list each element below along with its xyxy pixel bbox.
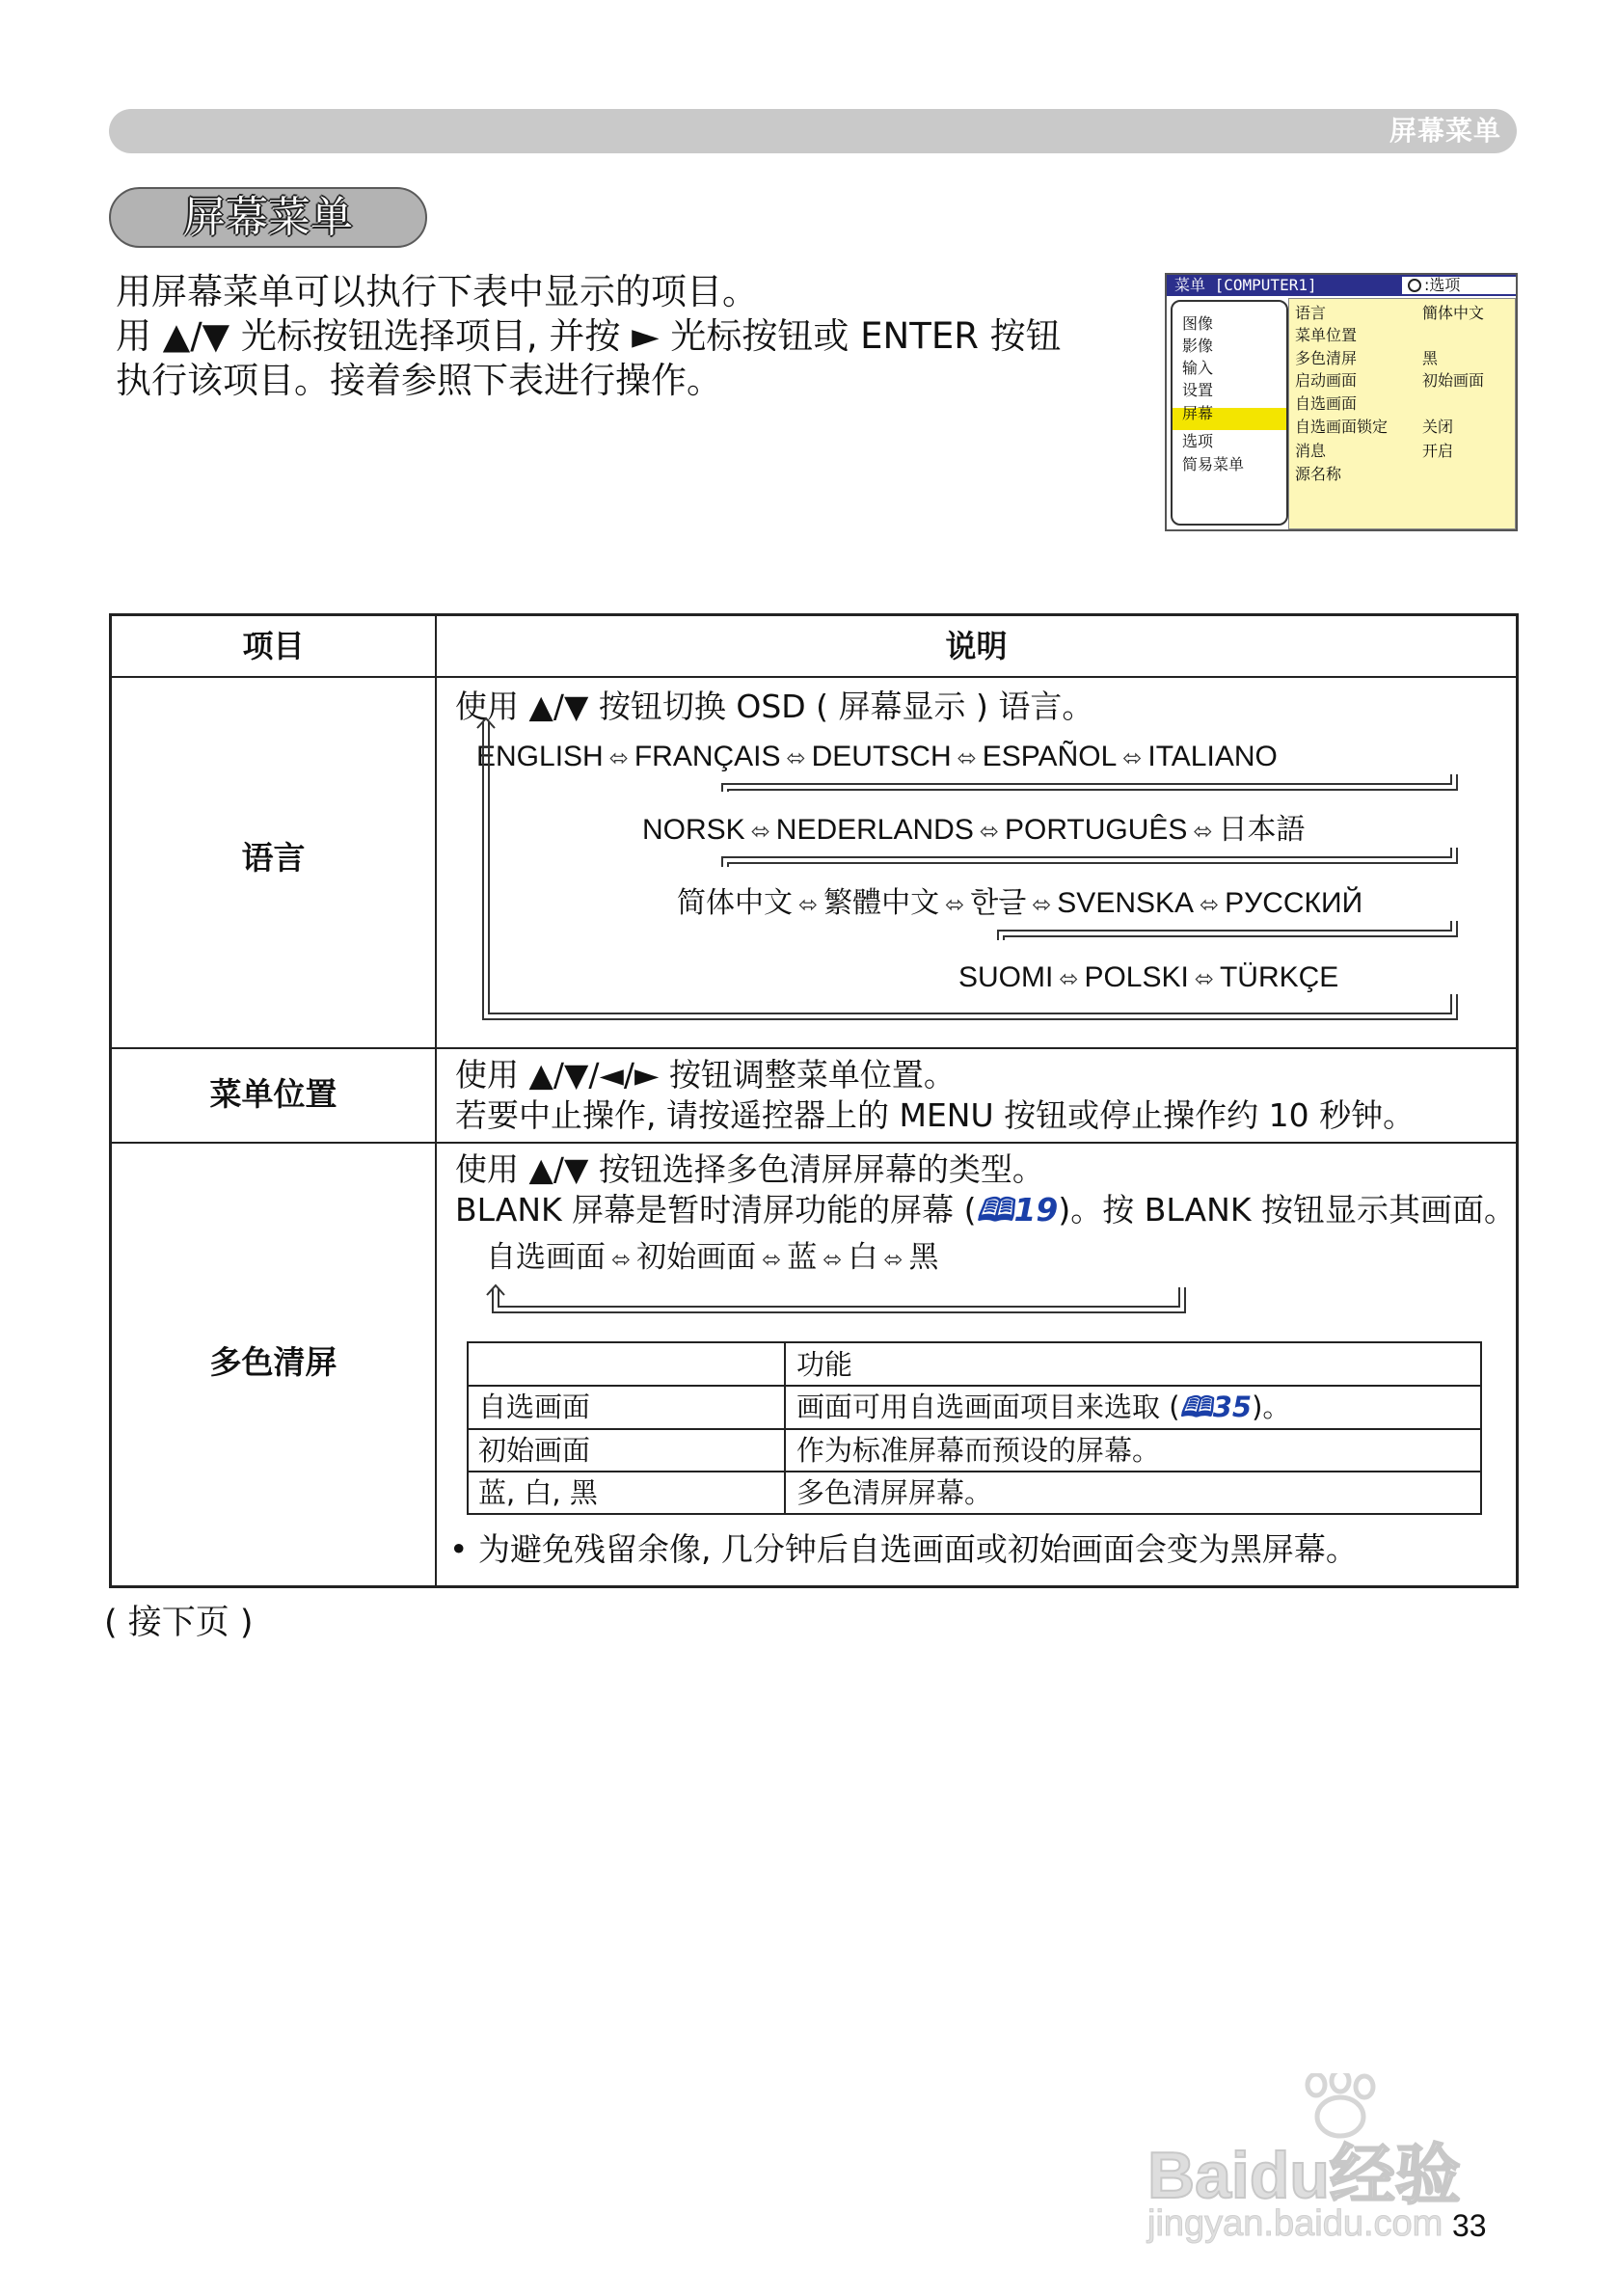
menu-position-line-1: 使用 ▲/▼/◄/► 按钮调整菜单位置。 [455, 1056, 956, 1094]
osd-title: 菜单 [COMPUTER1] [1174, 276, 1317, 294]
osd-sub-item[interactable]: 语言 [1295, 304, 1327, 322]
cycle-arrow-icon: ⬄ [979, 819, 999, 845]
osd-sub-item[interactable]: 源名称 [1295, 465, 1342, 483]
inner-row-function-text: 画面可用自选画面项目来选取 ( [796, 1391, 1180, 1423]
section-title: 屏幕菜单 [183, 193, 353, 242]
inner-row-function: 多色清屏屏幕。 [796, 1476, 993, 1509]
cycle-arrow-icon: ⬄ [957, 745, 977, 771]
cycle-arrow-icon: ⬄ [945, 892, 965, 918]
watermark-brand: Baidu经验 [1147, 2139, 1461, 2212]
header-section-tag: 屏幕菜单 [1389, 115, 1501, 147]
osd-menu-item[interactable]: 输入 [1182, 359, 1214, 377]
continued-note: ( 接下页 ) [104, 1604, 254, 1642]
section-title-pill [109, 187, 427, 248]
osd-sub-value: 初始画面 [1422, 371, 1485, 390]
osd-sub-value: 簡体中文 [1422, 304, 1485, 322]
osd-title-bar [1167, 275, 1516, 296]
language-option: DEUTSCH [811, 741, 952, 772]
row-label-blank: 多色清屏 [209, 1343, 337, 1381]
language-option: NORSK [642, 814, 745, 846]
language-option: 한글 [970, 887, 1027, 919]
blank-option: 黑 [908, 1240, 939, 1275]
page-number: 33 [1452, 2208, 1487, 2243]
osd-menu-item[interactable]: 选项 [1182, 432, 1214, 450]
blank-line-2 [455, 1190, 1516, 1230]
blank-cycle-connector [437, 1282, 1208, 1320]
cycle-arrow-icon: ⬄ [1032, 892, 1052, 918]
page-reference-link[interactable]: 19 [1013, 1191, 1059, 1229]
header-item: 项目 [242, 628, 305, 664]
cycle-arrow-icon: ⬄ [798, 892, 819, 918]
osd-menu-item[interactable]: 图像 [1182, 314, 1214, 333]
blank-option: 蓝 [787, 1240, 818, 1275]
language-cycle-connectors [437, 678, 1516, 1047]
osd-menu-thumbnail [1165, 273, 1518, 531]
row-divider [112, 1142, 1516, 1144]
blank-option: 初始画面 [636, 1240, 757, 1275]
osd-sub-value: 黑 [1422, 349, 1439, 367]
blank-cycle-sequence [486, 1238, 938, 1279]
inner-row-function [796, 1386, 1290, 1428]
language-option: FRANÇAIS [634, 741, 781, 772]
language-option: SVENSKA [1057, 887, 1195, 919]
osd-menu-item-selected[interactable]: 屏幕 [1182, 404, 1214, 422]
intro-line-1: 用屏幕菜单可以执行下表中显示的项目。 [116, 271, 758, 312]
osd-sub-item[interactable]: 自选画面锁定 [1295, 418, 1389, 436]
osd-sub-value: 开启 [1422, 442, 1454, 460]
inner-header-function: 功能 [796, 1348, 853, 1381]
row-divider [112, 1047, 1516, 1049]
cycle-arrow-icon: ⬄ [1059, 966, 1079, 992]
watermark-url: jingyan.baidu.com [1147, 2203, 1443, 2244]
osd-sub-item[interactable]: 多色清屏 [1295, 349, 1358, 367]
language-option: ENGLISH [476, 741, 604, 772]
header-bar [109, 109, 1517, 153]
osd-menu-list [1171, 300, 1288, 526]
cycle-arrow-icon: ⬄ [883, 1246, 903, 1273]
osd-option-label: :选项 [1424, 276, 1461, 294]
language-option: NEDERLANDS [775, 814, 974, 846]
osd-sub-item[interactable]: 自选画面 [1295, 394, 1358, 413]
osd-menu-item[interactable]: 影像 [1182, 337, 1214, 355]
inner-row-function-text-end: )。 [1252, 1391, 1291, 1423]
book-reference-icon: 🕮 [1179, 1391, 1213, 1423]
cycle-arrow-icon: ⬄ [822, 1246, 843, 1273]
blank-option: 白 [848, 1240, 878, 1275]
osd-sub-value: 关闭 [1422, 418, 1454, 436]
osd-sub-item[interactable]: 菜单位置 [1295, 326, 1358, 344]
row-label-menu-position: 菜单位置 [209, 1075, 337, 1113]
osd-option-icon [1408, 279, 1421, 292]
language-option: 繁體中文 [823, 887, 940, 919]
cycle-arrow-icon: ⬄ [786, 745, 806, 771]
page-reference-link[interactable]: 35 [1212, 1391, 1253, 1423]
language-option: SUOMI [958, 961, 1054, 993]
osd-menu-item[interactable]: 简易菜单 [1182, 455, 1245, 473]
language-option: ESPAÑOL [982, 741, 1118, 772]
cycle-arrow-icon: ⬄ [762, 1246, 782, 1273]
cycle-arrow-icon: ⬄ [750, 819, 770, 845]
baidu-watermark [1147, 2073, 1552, 2247]
osd-option-hint [1402, 277, 1516, 294]
cycle-arrow-icon: ⬄ [1122, 745, 1143, 771]
blank-line-2-text-end: )。按 BLANK 按钮显示其画面。 [1058, 1191, 1516, 1229]
cycle-arrow-icon: ⬄ [608, 745, 629, 771]
osd-sub-item[interactable]: 消息 [1295, 442, 1327, 460]
osd-submenu-panel [1288, 298, 1516, 529]
language-option: PORTUGUÊS [1004, 814, 1188, 846]
cycle-arrow-icon: ⬄ [1194, 966, 1214, 992]
intro-line-3: 执行该项目。接着参照下表进行操作。 [116, 360, 722, 401]
language-option: 简体中文 [677, 887, 793, 919]
intro-line-2: 用 ▲/▼ 光标按钮选择项目, 并按 ► 光标按钮或 ENTER 按钮 [116, 315, 1062, 357]
blank-options-table [467, 1341, 1482, 1515]
blank-option: 自选画面 [486, 1240, 606, 1275]
language-option: PУССКИЙ [1225, 887, 1363, 919]
header-description: 说明 [945, 628, 1008, 664]
language-description: 使用 ▲/▼ 按钮切换 OSD ( 屏幕显示 ) 语言。 [455, 688, 1094, 725]
inner-row-function: 作为标准屏幕而预设的屏幕。 [796, 1434, 1161, 1467]
row-label-language: 语言 [241, 839, 306, 877]
language-option: ITALIANO [1147, 741, 1278, 772]
cycle-arrow-icon: ⬄ [611, 1246, 632, 1273]
menu-position-line-2: 若要中止操作, 请按遥控器上的 MENU 按钮或停止操作约 10 秒钟。 [455, 1096, 1416, 1134]
inner-row-name: 初始画面 [478, 1434, 591, 1467]
blank-line-1: 使用 ▲/▼ 按钮选择多色清屏屏幕的类型。 [455, 1150, 1044, 1188]
osd-sub-item[interactable]: 启动画面 [1295, 371, 1358, 390]
blank-line-2-text: BLANK 屏幕是暂时清屏功能的屏幕 ( [455, 1191, 977, 1229]
book-reference-icon: 🕮 [976, 1191, 1014, 1229]
blank-note: • 为避免残留余像, 几分钟后自选画面或初始画面会变为黑屏幕。 [449, 1530, 1358, 1568]
inner-row-name: 自选画面 [478, 1391, 591, 1423]
osd-menu-item[interactable]: 设置 [1182, 381, 1214, 399]
language-option: TÜRKÇE [1219, 961, 1339, 993]
cycle-arrow-icon: ⬄ [1200, 892, 1220, 918]
inner-row-name: 蓝, 白, 黑 [478, 1476, 598, 1509]
language-option: POLSKI [1084, 961, 1189, 993]
language-option: 日本語 [1218, 814, 1306, 846]
cycle-arrow-icon: ⬄ [1193, 819, 1213, 845]
settings-table [109, 613, 1519, 1588]
